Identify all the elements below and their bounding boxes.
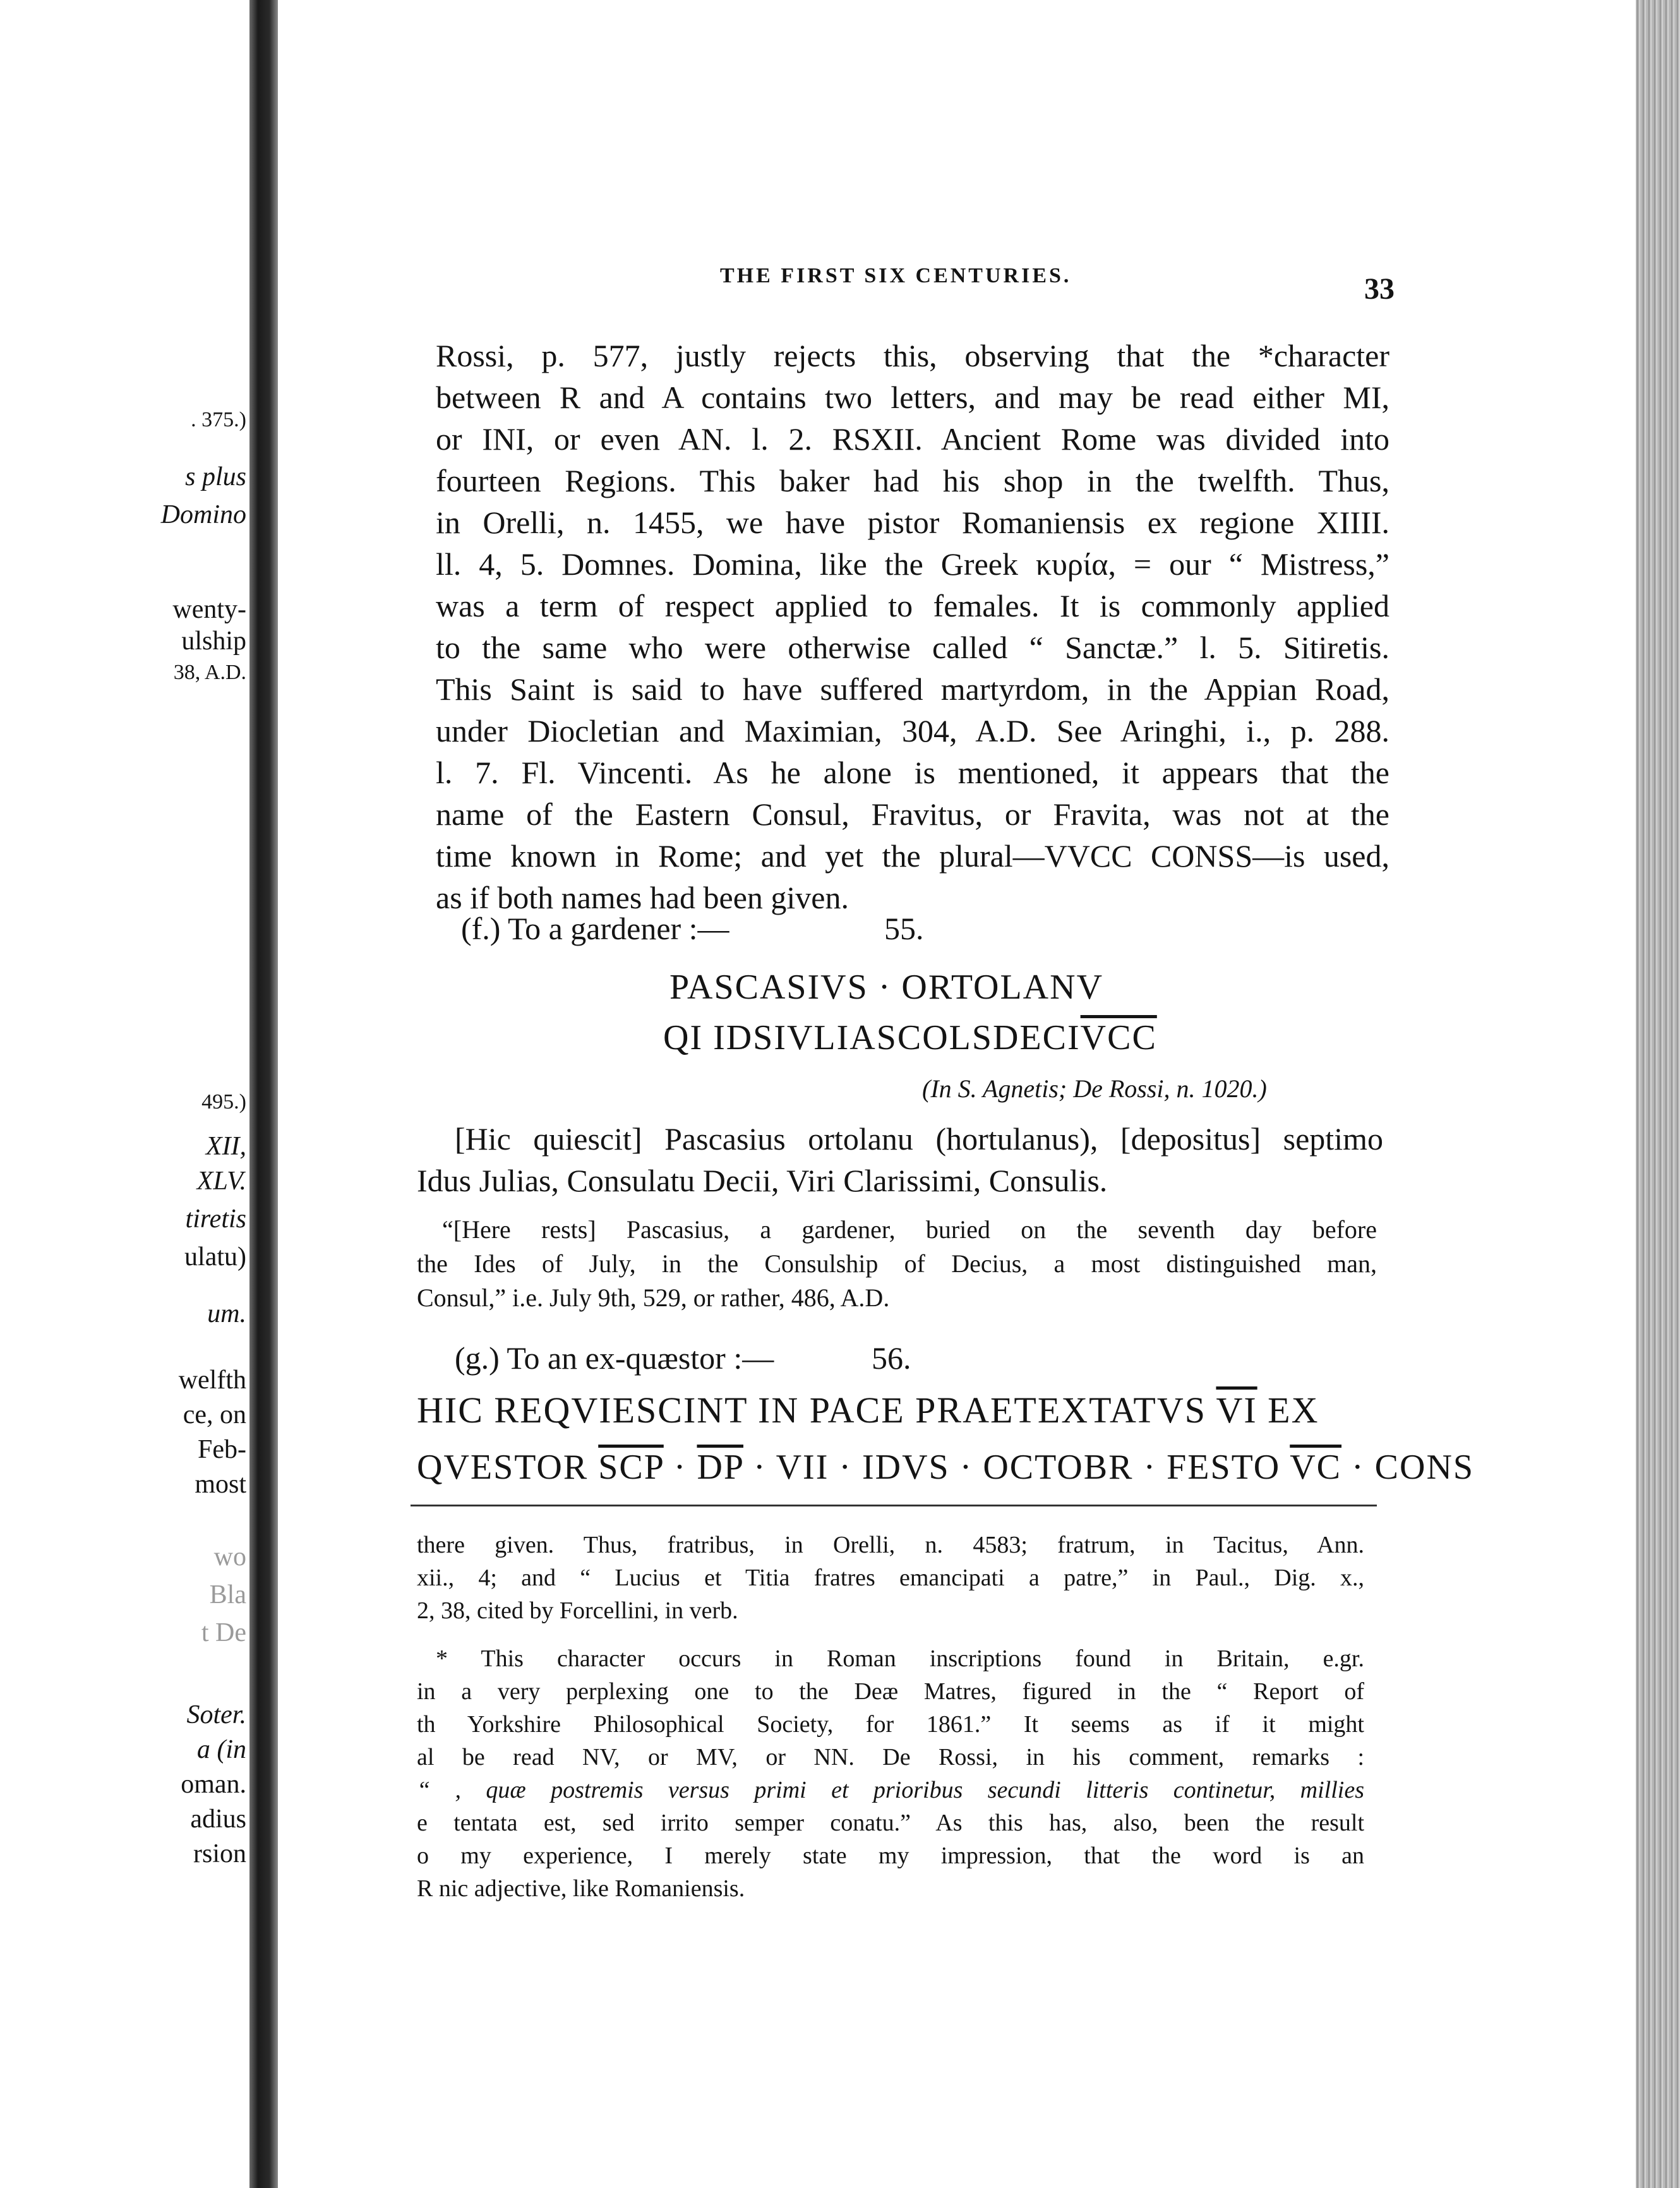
page-edges <box>1636 0 1680 2188</box>
footnote-line: th Yorkshire Philosophical Society, for 1861.” It seems as if it might <box>417 1711 1364 1738</box>
left-fragment: wo <box>213 1542 246 1572</box>
left-fragment: um. <box>207 1299 246 1328</box>
inscription-56-abbrev: $\overline{DP}$ <box>697 1448 743 1487</box>
footnote-line: xii., 4; and “ Lucius et Titia fratres emancipati a patre,” in Paul., Dig. x., <box>417 1565 1364 1591</box>
latin-reading-line: Idus Julias, Consulatu Decii, Viri Clarissimi, Consulis. <box>417 1163 1108 1198</box>
inscription-56-text: EX <box>1257 1390 1319 1431</box>
footnote-line: * This character occurs in Roman inscriptions found in Britain, e.gr. <box>436 1645 1364 1672</box>
inscription-56-text: QVESTOR <box>417 1448 599 1487</box>
left-fragment: wenty- <box>172 595 246 624</box>
page-number: 33 <box>1364 272 1395 306</box>
left-fragment: rsion <box>193 1839 246 1868</box>
left-fragment: most <box>195 1470 246 1499</box>
left-fragment: s plus <box>185 462 246 491</box>
left-fragment: adius <box>190 1805 246 1834</box>
footnote-line: “ , quæ postremis versus primi et prioribus secundi litteris continetur, millies <box>417 1777 1364 1803</box>
section-g-heading: (g.) To an ex-quæstor :— <box>455 1340 774 1376</box>
body-line: name of the Eastern Consul, Fravitus, or Fravita, was not at the <box>436 796 1389 832</box>
left-page <box>0 0 249 2188</box>
left-fragment: Domino <box>160 500 246 529</box>
inscription-56-text: HIC REQVIESCINT IN PACE PRAETEXTATVS <box>417 1390 1216 1431</box>
left-fragment: ulatu) <box>184 1242 246 1271</box>
left-fragment: t De <box>201 1618 246 1647</box>
body-line: ll. 4, 5. Domnes. Domina, like the Greek κυρία, = our “ Mistress,” <box>436 546 1389 582</box>
left-fragment: 38, A.D. <box>173 661 246 684</box>
running-title: THE FIRST SIX CENTURIES. <box>720 264 1072 287</box>
left-fragment: Feb- <box>198 1435 246 1464</box>
latin-reading-line: [Hic quiescit] Pascasius ortolanu (hortulanus), [depositus] septimo <box>455 1121 1383 1157</box>
inscription-55-line2-abbrev: $\overline{VCC}$ <box>1080 1018 1157 1057</box>
left-fragment: 495.) <box>201 1090 246 1114</box>
footnote-rule <box>411 1505 1377 1506</box>
translation-line: Consul,” i.e. July 9th, 529, or rather, 486, A.D. <box>417 1283 890 1312</box>
translation-line: “[Here rests] Pascasius, a gardener, buried on the seventh day before <box>442 1215 1377 1244</box>
body-line: to the same who were otherwise called “ Sanctæ.” l. 5. Sitiretis. <box>436 630 1389 665</box>
left-fragment: XLV. <box>196 1167 246 1196</box>
left-fragment: ulship <box>181 627 246 656</box>
footnote-line: R nic adjective, like Romaniensis. <box>417 1875 745 1902</box>
body-line: or INI, or even AN. l. 2. RSXII. Ancient Rome was divided into <box>436 421 1389 457</box>
body-line: This Saint is said to have suffered martyrdom, in the Appian Road, <box>436 671 1389 707</box>
inscription-number-55: 55. <box>884 911 924 946</box>
left-fragment: Soter. <box>186 1700 246 1729</box>
footnote-line: al be read NV, or MV, or NN. De Rossi, in his comment, remarks : <box>417 1744 1364 1770</box>
body-line: in Orelli, n. 1455, we have pistor Romaniensis ex regione XIIII. <box>436 505 1389 540</box>
left-fragment: welfth <box>178 1366 246 1395</box>
body-line: as if both names had been given. <box>436 880 849 915</box>
footnote-line: 2, 38, cited by Forcellini, in verb. <box>417 1597 738 1624</box>
inscription-55-line2-text: QI IDSIVLIASCOLSDECI <box>663 1018 1081 1057</box>
body-line: time known in Rome; and yet the plural—VVCC CONSS—is used, <box>436 838 1389 874</box>
inscription-56-text: · VII · IDVS · OCTOBR · FESTO <box>743 1448 1290 1487</box>
inscription-55-line1: PASCASIVS · ORTOLANV <box>669 968 1104 1007</box>
left-fragment: a (in <box>196 1735 246 1764</box>
body-line: fourteen Regions. This baker had his shop in the twelfth. Thus, <box>436 463 1389 498</box>
left-fragment: ce, on <box>183 1400 246 1429</box>
inscription-55-source: (In S. Agnetis; De Rossi, n. 1020.) <box>922 1074 1267 1103</box>
left-fragment: XII, <box>205 1132 246 1161</box>
footnote-line: there given. Thus, fratribus, in Orelli, n. 4583; fratrum, in Tacitus, Ann. <box>417 1532 1364 1558</box>
footnote-line: o my experience, I merely state my impression, that the word is an <box>417 1842 1364 1869</box>
left-fragment: Bla <box>209 1580 246 1609</box>
inscription-56-line2 <box>417 1446 1474 1488</box>
inscription-56-abbrev: $\overline{VC}$ <box>1290 1448 1342 1487</box>
body-line: Rossi, p. 577, justly rejects this, observing that the *character <box>436 338 1389 373</box>
inscription-56-abbrev: $\overline{VI}$ <box>1216 1390 1257 1431</box>
left-fragment: . 375.) <box>191 408 246 431</box>
body-line: l. 7. Fl. Vincenti. As he alone is mentioned, it appears that the <box>436 755 1389 790</box>
inscription-56-abbrev: $\overline{SCP}$ <box>598 1448 664 1487</box>
footnote-line: e tentata est, sed irrito semper conatu.” As this has, also, been the result <box>417 1810 1364 1836</box>
translation-line: the Ides of July, in the Consulship of Decius, a most distinguished man, <box>417 1249 1377 1278</box>
body-line: between R and A contains two letters, and may be read either MI, <box>436 380 1389 415</box>
book-gutter <box>249 0 278 2188</box>
left-fragment: tiretis <box>185 1205 246 1234</box>
inscription-56-text: · CONS <box>1341 1448 1475 1487</box>
body-line: under Diocletian and Maximian, 304, A.D. See Aringhi, i., p. 288. <box>436 713 1389 748</box>
section-f-heading: (f.) To a gardener :— <box>461 911 729 946</box>
body-line: was a term of respect applied to females. It is commonly applied <box>436 588 1389 623</box>
footnote-line: in a very perplexing one to the Deæ Matres, figured in the “ Report of <box>417 1678 1364 1705</box>
left-fragment: oman. <box>181 1770 246 1799</box>
inscription-56-line1 <box>417 1390 1319 1431</box>
inscription-number-56: 56. <box>872 1340 911 1376</box>
inscription-55-line2 <box>663 1017 1157 1059</box>
inscription-56-text: · <box>663 1448 697 1487</box>
